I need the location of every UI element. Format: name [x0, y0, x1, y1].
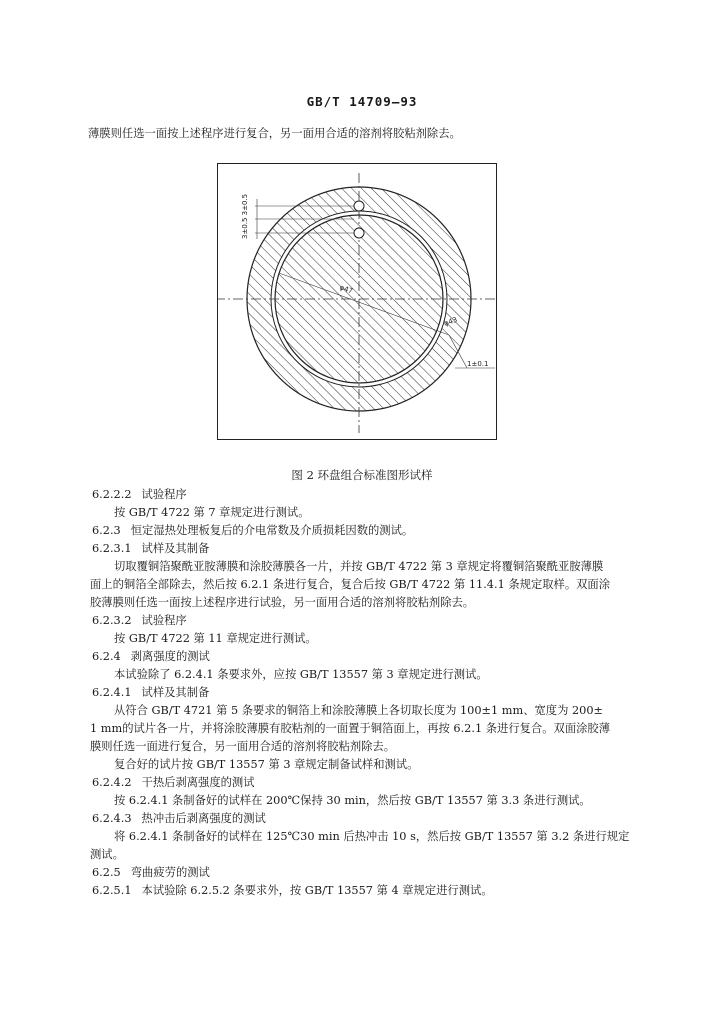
line-text: 按 6.2.4.1 条制备好的试样在 200℃保持 30 min，然后按 GB/T 13557 第 3.3 条进行测试。 [114, 794, 591, 807]
paragraph-line [114, 667, 488, 683]
page-header: GB/T 14709—93 [306, 94, 418, 109]
paragraph-line [90, 721, 610, 737]
paragraph-line [114, 703, 603, 719]
line-text: 按 GB/T 4722 第 11 章规定进行测试。 [114, 632, 317, 645]
paragraph-line [90, 739, 395, 755]
section-title: 试验程序 [141, 614, 187, 627]
paragraph-line [114, 631, 317, 647]
paragraph-line [114, 793, 591, 809]
section-title: 热冲击后剥离强度的测试 [141, 812, 266, 825]
section-number: 6.2.2.2 [92, 488, 132, 501]
section-number: 6.2.3.1 [92, 542, 132, 555]
section-title: 试样及其制备 [141, 686, 210, 699]
line-text: 切取覆铜箔聚酰亚胺薄膜和涂胶薄膜各一片，并按 GB/T 4722 第 3 章规定将覆铜箔聚酰亚胺薄膜 [114, 560, 604, 573]
section-title: 恒定湿热处理板复后的介电常数及介质损耗因数的测试。 [130, 524, 414, 537]
line-text: 膜则任选一面进行复合，另一面用合适的溶剂将胶粘剂除去。 [90, 740, 396, 753]
paragraph-line [90, 595, 474, 611]
section-title: 剥离强度的测试 [130, 650, 210, 663]
section-number: 6.2.4.3 [92, 812, 132, 825]
paragraph-line [90, 847, 124, 863]
line-text: 从符合 GB/T 4721 第 5 条要求的铜箔上和涂胶薄膜上各切取长度为 100±1 mm、宽度为 200± [114, 704, 604, 717]
section-heading [92, 685, 209, 701]
line-text: 按 GB/T 4722 第 7 章规定进行测试。 [114, 506, 310, 519]
intro-line: 薄膜则任选一面按上述程序进行复合，另一面用合适的溶剂将胶粘剂除去。 [88, 127, 461, 140]
section-number: 6.2.5.1 [92, 884, 132, 897]
section-title: 试验程序 [141, 488, 187, 501]
paragraph-line [114, 757, 418, 773]
section-heading [92, 613, 187, 629]
section-heading [92, 541, 209, 557]
paragraph-line [114, 559, 603, 575]
section-number: 6.2.4.2 [92, 776, 132, 789]
line-text: 胶薄膜则任选一面按上述程序进行试验，另一面用合适的溶剂将胶粘剂除去。 [90, 596, 475, 609]
line-text: 复合好的试片按 GB/T 13557 第 3 章规定制备试样和测试。 [114, 758, 419, 771]
section-heading [92, 649, 210, 665]
figure-2 [217, 163, 497, 440]
section-heading [92, 865, 210, 881]
dim-width-label: 1±0.1 [467, 360, 489, 368]
section-number: 6.2.3.2 [92, 614, 132, 627]
figure-caption: 图 2 环盘组合标准图形试样 [291, 468, 433, 482]
section-title: 本试验除 6.2.5.2 条要求外，按 GB/T 13557 第 4 章规定进行测试。 [141, 884, 493, 897]
section-heading [92, 487, 187, 503]
line-text: 1 mm的试片各一片，并将涂胶薄膜有胶粘剂的一面置于铜箔面上，再按 6.2.1 条进行复合。双面涂胶薄 [90, 722, 611, 735]
paragraph-line [114, 829, 629, 845]
dim-top-label: 3±0.5 3±0.5 [241, 193, 249, 239]
section-number: 6.2.5 [92, 866, 121, 879]
line-text: 本试验除了 6.2.4.1 条要求外，应按 GB/T 13557 第 3 章规定进行测试。 [114, 668, 488, 681]
line-text: 将 6.2.4.1 条制备好的试样在 125℃30 min 后热冲击 10 s，然后按 GB/T 13557 第 3.2 条进行规定 [114, 830, 630, 843]
line-text: 面上的铜箔全部除去，然后按 6.2.1 条进行复合，复合后按 GB/T 4722 第 11.4.1 条规定取样。双面涂 [90, 578, 611, 591]
dim-r2-label: φ43 [442, 315, 459, 328]
section-number: 6.2.3 [92, 524, 121, 537]
section-title: 试样及其制备 [141, 542, 210, 555]
section-heading [92, 883, 493, 899]
section-number: 6.2.4.1 [92, 686, 132, 699]
section-heading [92, 811, 266, 827]
line-text: 测试。 [90, 848, 124, 861]
section-heading [92, 523, 413, 539]
section-title: 干热后剥离强度的测试 [141, 776, 255, 789]
dim-r1-label: φ47 [338, 283, 354, 296]
section-heading [92, 775, 255, 791]
paragraph-line [114, 505, 310, 521]
section-title: 弯曲疲劳的测试 [130, 866, 210, 879]
paragraph-line [90, 577, 610, 593]
ring-disc-diagram [217, 163, 497, 440]
section-number: 6.2.4 [92, 650, 121, 663]
